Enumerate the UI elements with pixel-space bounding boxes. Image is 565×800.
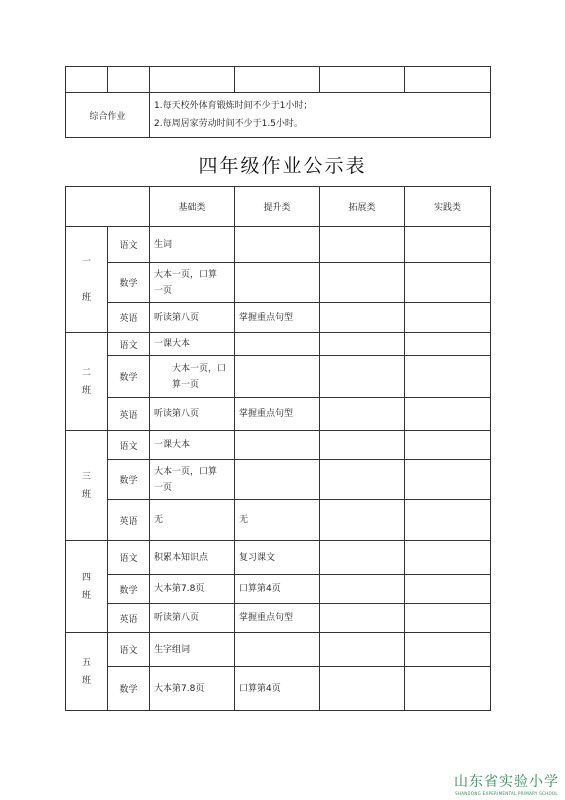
basic-cell: 一课大本 [150, 431, 235, 460]
extend-cell [320, 303, 405, 333]
basic-cell: 大本一页，口算 一页 [150, 263, 235, 303]
basic-cell: 听读第八页 [150, 303, 235, 333]
subject-cell: 语文 [108, 633, 150, 667]
extend-cell [320, 500, 405, 541]
requirement-line: 2.每周居家劳动时间不少于1.5小时。 [154, 119, 303, 129]
practice-cell [405, 633, 491, 667]
basic-cell: 生词 [150, 227, 235, 263]
class-name: 五 班 [66, 633, 108, 711]
improve-cell [235, 460, 320, 500]
empty-cell [66, 67, 108, 93]
subject-cell: 英语 [108, 500, 150, 541]
empty-cell [108, 67, 150, 93]
extend-cell [320, 633, 405, 667]
table-row [66, 604, 491, 633]
extend-cell [320, 604, 405, 633]
subject-cell: 语文 [108, 227, 150, 263]
school-name-english: SHANDONG EXPERIMENTAL PRIMARY SCHOOL [455, 791, 558, 796]
practice-cell [405, 575, 491, 604]
corner-cell [66, 187, 150, 227]
table-row [66, 227, 491, 263]
table-row [66, 667, 491, 711]
extend-cell [320, 541, 405, 575]
subject-cell: 语文 [108, 541, 150, 575]
basic-cell: 积累本知识点 [150, 541, 235, 575]
subject-cell: 语文 [108, 333, 150, 356]
table-row [66, 333, 491, 356]
table-row [66, 303, 491, 333]
basic-cell: 大本第7.8页 [150, 667, 235, 711]
summary-label: 综合作业 [66, 93, 150, 138]
practice-cell [405, 303, 491, 333]
practice-cell [405, 431, 491, 460]
subject-cell: 数学 [108, 263, 150, 303]
basic-cell: 听读第八页 [150, 604, 235, 633]
page-title: 四年级作业公示表 [198, 155, 367, 177]
improve-cell [235, 333, 320, 356]
empty-cell [320, 67, 405, 93]
extend-cell [320, 356, 405, 398]
extend-cell [320, 431, 405, 460]
summary-table [65, 66, 491, 138]
practice-cell [405, 333, 491, 356]
subject-cell: 数学 [108, 460, 150, 500]
basic-cell: 大本第7.8页 [150, 575, 235, 604]
basic-cell: 一课大本 [150, 333, 235, 356]
subject-cell: 英语 [108, 604, 150, 633]
table-row [66, 431, 491, 460]
extend-cell [320, 227, 405, 263]
class-name: 二 班 [66, 333, 108, 431]
subject-cell: 语文 [108, 431, 150, 460]
table-row [66, 541, 491, 575]
table-row [66, 633, 491, 667]
improve-cell: 掌握重点句型 [235, 604, 320, 633]
empty-cell [150, 67, 235, 93]
practice-cell [405, 604, 491, 633]
table-row [66, 460, 491, 500]
table-row [66, 356, 491, 398]
practice-cell [405, 398, 491, 431]
subject-cell: 数学 [108, 667, 150, 711]
header-extend: 拓展类 [320, 187, 405, 227]
basic-cell: 无 [150, 500, 235, 541]
extend-cell [320, 333, 405, 356]
table-row [66, 500, 491, 541]
practice-cell [405, 227, 491, 263]
practice-cell [405, 667, 491, 711]
extend-cell [320, 575, 405, 604]
class-name: 四 班 [66, 541, 108, 633]
empty-cell [235, 67, 320, 93]
improve-cell [235, 356, 320, 398]
summary-requirements [150, 93, 491, 138]
empty-cell [405, 67, 491, 93]
subject-cell: 数学 [108, 356, 150, 398]
practice-cell [405, 263, 491, 303]
extend-cell [320, 263, 405, 303]
improve-cell: 口算第4页 [235, 575, 320, 604]
header-practice: 实践类 [405, 187, 491, 227]
extend-cell [320, 460, 405, 500]
subject-cell: 英语 [108, 303, 150, 333]
improve-cell: 口算第4页 [235, 667, 320, 711]
subject-cell: 英语 [108, 398, 150, 431]
improve-cell [235, 227, 320, 263]
practice-cell [405, 500, 491, 541]
improve-cell: 复习课文 [235, 541, 320, 575]
extend-cell [320, 667, 405, 711]
table-row [66, 575, 491, 604]
homework-table [65, 186, 491, 711]
subject-cell: 数学 [108, 575, 150, 604]
class-name: 一 班 [66, 227, 108, 333]
school-name: 山东省实验小学 [454, 774, 559, 790]
class-name: 三 班 [66, 431, 108, 541]
basic-cell: 大本一页，口算 一页 [150, 460, 235, 500]
improve-cell: 掌握重点句型 [235, 398, 320, 431]
header-basic: 基础类 [150, 187, 235, 227]
school-watermark [454, 771, 559, 796]
improve-cell [235, 263, 320, 303]
extend-cell [320, 398, 405, 431]
practice-cell [405, 356, 491, 398]
basic-cell: 大本一页，口 算一页 [150, 356, 235, 398]
improve-cell [235, 431, 320, 460]
basic-cell: 听读第八页 [150, 398, 235, 431]
practice-cell [405, 460, 491, 500]
requirement-line: 1.每天校外体育锻炼时间不少于1小时； [154, 101, 313, 111]
header-improve: 提升类 [235, 187, 320, 227]
basic-cell: 生字组词 [150, 633, 235, 667]
improve-cell: 无 [235, 500, 320, 541]
practice-cell [405, 541, 491, 575]
table-row [66, 263, 491, 303]
improve-cell: 掌握重点句型 [235, 303, 320, 333]
improve-cell [235, 633, 320, 667]
table-row [66, 398, 491, 431]
